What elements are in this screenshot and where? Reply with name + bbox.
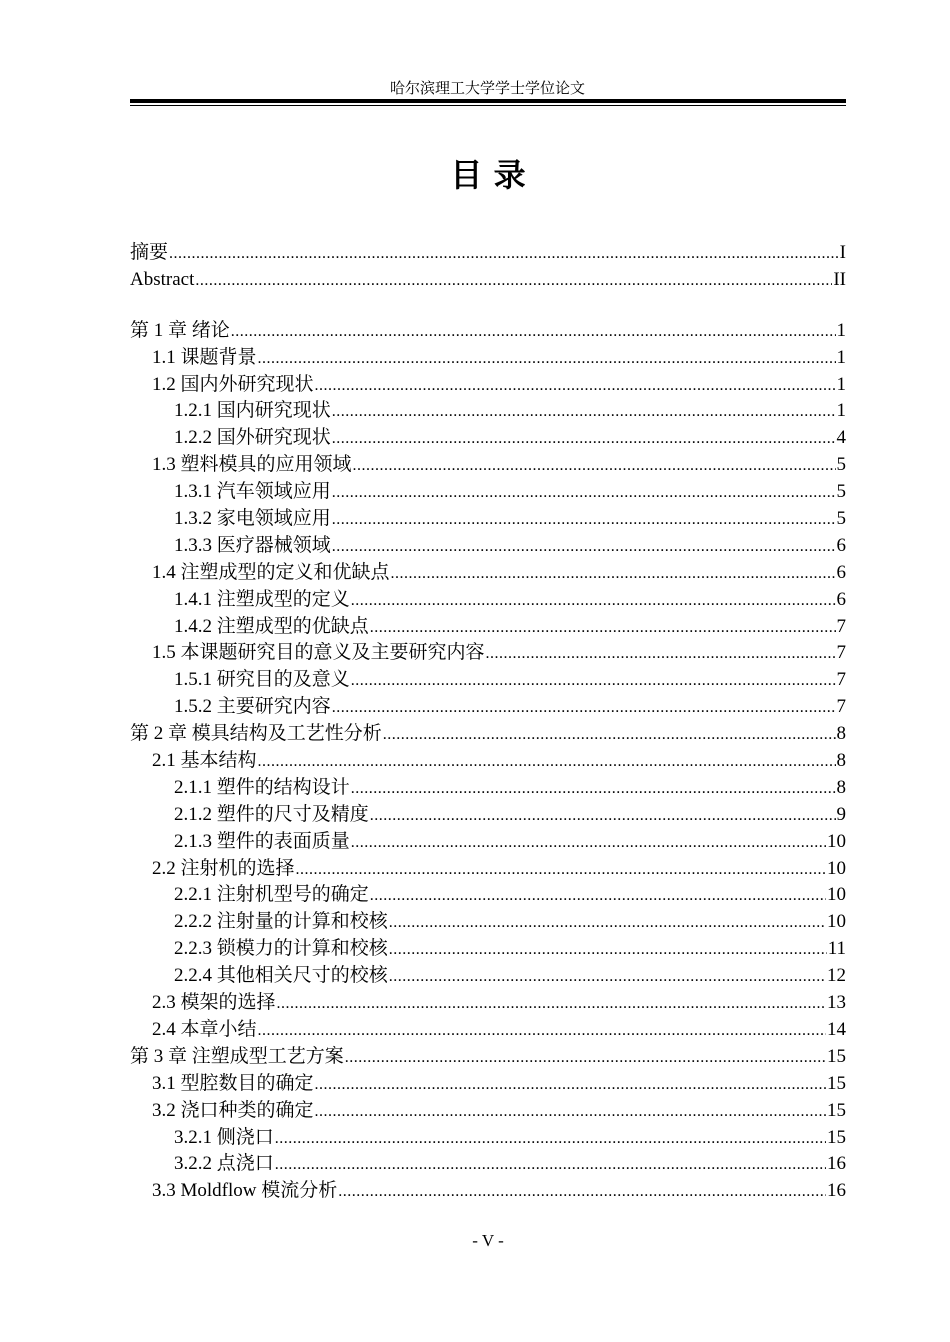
toc-dot-leader [370,803,836,830]
toc-dot-leader [315,1099,826,1126]
toc-dot-leader [275,1126,826,1153]
toc-dot-leader [351,830,826,857]
toc-entry-page: 15 [827,1126,846,1148]
toc-entry-page: 16 [827,1180,846,1202]
toc-dot-leader [258,346,836,373]
toc-entry-label: 1.5.1 研究目的及意义 [174,669,350,691]
toc-entry-page: 15 [827,1099,846,1121]
toc-entry-label: 第 1 章 绪论 [130,319,230,341]
toc-entry-label: 1.2.2 国外研究现状 [174,427,331,449]
toc-dot-leader [383,722,836,749]
toc-dot-leader [351,776,836,803]
toc-entry-label: Abstract [130,268,195,290]
toc-entry-label: 1.2.1 国内研究现状 [174,400,331,422]
toc-entry-page: II [833,268,846,290]
toc-entry-label: 3.2 浇口种类的确定 [152,1099,314,1121]
toc-entry-label: 1.3.3 医疗器械领域 [174,534,331,556]
toc-entry-page: 11 [827,938,846,960]
toc-dot-leader [351,588,836,615]
toc-dot-leader [389,964,826,991]
toc-entry[interactable] [130,587,846,614]
toc-entry[interactable] [130,909,846,936]
toc-entry-label: 第 3 章 注塑成型工艺方案 [130,1045,344,1067]
toc-entry[interactable] [130,667,846,694]
toc-entry-page: 8 [836,776,846,798]
page-number: - V - [472,1231,504,1250]
toc-entry[interactable] [130,1017,846,1044]
toc-dot-leader [391,561,836,588]
toc-entry-label: 2.4 本章小结 [152,1018,257,1040]
toc-entry[interactable] [130,372,846,399]
toc-entry-page: 10 [827,884,846,906]
toc-entry-label: 2.2.1 注射机型号的确定 [174,884,369,906]
toc-entry-label: 1.4.2 注塑成型的优缺点 [174,615,369,637]
toc-dot-leader [332,534,836,561]
toc-entry-label: 2.2.3 锁模力的计算和校核 [174,938,388,960]
toc-entry[interactable] [130,936,846,963]
toc-entry-page: 5 [836,454,846,476]
toc-entry-label: 1.3.1 汽车领域应用 [174,481,331,503]
toc-dot-leader [231,319,836,346]
toc-dot-leader [258,1018,826,1045]
toc-entry-label: 2.1.1 塑件的结构设计 [174,776,350,798]
toc-entry-label: 1.3 塑料模具的应用领域 [152,454,352,476]
toc-entry-label: 第 2 章 模具结构及工艺性分析 [130,723,382,745]
toc-dot-leader [389,910,826,937]
toc-entry[interactable] [130,640,846,667]
toc-dot-leader [296,857,826,884]
toc-entry-page: 6 [836,588,846,610]
toc-dot-leader [315,1072,826,1099]
toc-gap [130,294,846,318]
toc-entry-page: 10 [827,911,846,933]
toc-entry-label: 1.5.2 主要研究内容 [174,696,331,718]
toc-entry-label: 3.3 Moldflow 模流分析 [152,1180,338,1202]
toc-entry-page: 10 [827,857,846,879]
toc-dot-leader [332,399,836,426]
toc-entry-label: 2.1.2 塑件的尺寸及精度 [174,803,369,825]
toc-entry-page: 15 [827,1045,846,1067]
toc-entry-label: 2.1.3 塑件的表面质量 [174,830,350,852]
toc-entry[interactable] [130,267,846,294]
toc-entry[interactable] [130,856,846,883]
toc-entry[interactable] [130,1098,846,1125]
toc-entry-page: 1 [836,346,846,368]
toc-entry-label: 2.1 基本结构 [152,750,257,772]
toc-entry[interactable] [130,775,846,802]
toc-dot-leader [389,937,827,964]
toc-dot-leader [258,749,836,776]
toc-entry[interactable] [130,990,846,1017]
toc-entry-page: 1 [836,373,846,395]
toc-entry[interactable] [130,425,846,452]
toc-entry-label: 2.2 注射机的选择 [152,857,295,879]
toc-entry[interactable] [130,829,846,856]
toc-dot-leader [332,480,836,507]
toc-entry-page: 8 [836,723,846,745]
toc-entry[interactable] [130,721,846,748]
toc-entry-label: 2.2.4 其他相关尺寸的校核 [174,965,388,987]
toc-entry[interactable] [130,240,846,267]
toc-dot-leader [370,883,826,910]
toc-dot-leader [351,668,836,695]
toc-entry[interactable] [130,748,846,775]
toc-entry-label: 3.2.1 侧浇口 [174,1126,274,1148]
toc-dot-leader [332,426,836,453]
toc-dot-leader [338,1179,826,1206]
toc-dot-leader [332,507,836,534]
toc-entry-label: 1.5 本课题研究目的意义及主要研究内容 [152,642,485,664]
toc-entry[interactable] [130,533,846,560]
toc-entry[interactable] [130,560,846,587]
toc-dot-leader [275,1152,826,1179]
toc-entry-page: 7 [836,696,846,718]
toc-entry-label: 3.1 型腔数目的确定 [152,1072,314,1094]
toc-dot-leader [315,373,836,400]
toc-entry[interactable] [130,479,846,506]
toc-dot-leader [353,453,836,480]
toc-entry-label: 1.4.1 注塑成型的定义 [174,588,350,610]
toc-entry[interactable] [130,1071,846,1098]
toc-entry[interactable] [130,452,846,479]
toc-dot-leader [486,641,836,668]
toc-entry[interactable] [130,506,846,533]
page-title: 目 录 [450,156,526,194]
toc-entry-label: 2.3 模架的选择 [152,992,276,1014]
toc-entry[interactable] [130,1151,846,1178]
toc-entry[interactable] [130,1125,846,1152]
toc-entry[interactable] [130,694,846,721]
toc-entry[interactable] [130,1178,846,1205]
toc-entry-label: 摘要 [130,242,169,263]
toc-dot-leader [370,615,836,642]
toc-dot-leader [195,268,832,295]
toc-entry-page: 1 [836,400,846,422]
toc-entry[interactable] [130,882,846,909]
toc-entry-page: 7 [836,615,846,637]
toc-entry[interactable] [130,802,846,829]
toc-entry-label: 1.1 课题背景 [152,346,257,368]
toc-entry-page: 13 [827,992,846,1014]
toc-entry-page: 14 [827,1018,846,1040]
toc-entry-page: 15 [827,1072,846,1094]
toc-entry[interactable] [130,345,846,372]
toc-entry-page: 9 [836,803,846,825]
toc-entry-page: 7 [836,642,846,664]
toc-dot-leader [332,695,836,722]
toc-entry-label: 3.2.2 点浇口 [174,1153,274,1175]
table-of-contents [130,240,846,1205]
toc-entry-page: 5 [836,481,846,503]
toc-entry-label: 2.2.2 注射量的计算和校核 [174,911,388,933]
toc-entry-page: 10 [827,830,846,852]
toc-entry[interactable] [130,1044,846,1071]
toc-entry-page: I [839,242,846,263]
toc-entry-label: 1.3.2 家电领域应用 [174,508,331,530]
toc-entry-page: 6 [836,561,846,583]
toc-dot-leader [277,991,826,1018]
toc-entry-page: 7 [836,669,846,691]
toc-entry-page: 1 [836,319,846,341]
toc-entry-page: 8 [836,750,846,772]
toc-dot-leader [345,1045,826,1072]
toc-dot-leader [169,241,839,268]
toc-entry[interactable] [130,318,846,345]
toc-entry-page: 6 [836,534,846,556]
toc-entry-page: 4 [836,427,846,449]
toc-entry[interactable] [130,963,846,990]
header-rule-thick [130,99,846,103]
toc-entry-label: 1.4 注塑成型的定义和优缺点 [152,561,390,583]
toc-entry-page: 12 [827,965,846,987]
toc-entry-page: 5 [836,508,846,530]
toc-entry[interactable] [130,398,846,425]
toc-entry[interactable] [130,614,846,641]
header-rule-thin [130,105,846,106]
running-header: 哈尔滨理工大学学士学位论文 [389,79,585,97]
toc-entry-page: 16 [827,1153,846,1175]
toc-entry-label: 1.2 国内外研究现状 [152,373,314,395]
